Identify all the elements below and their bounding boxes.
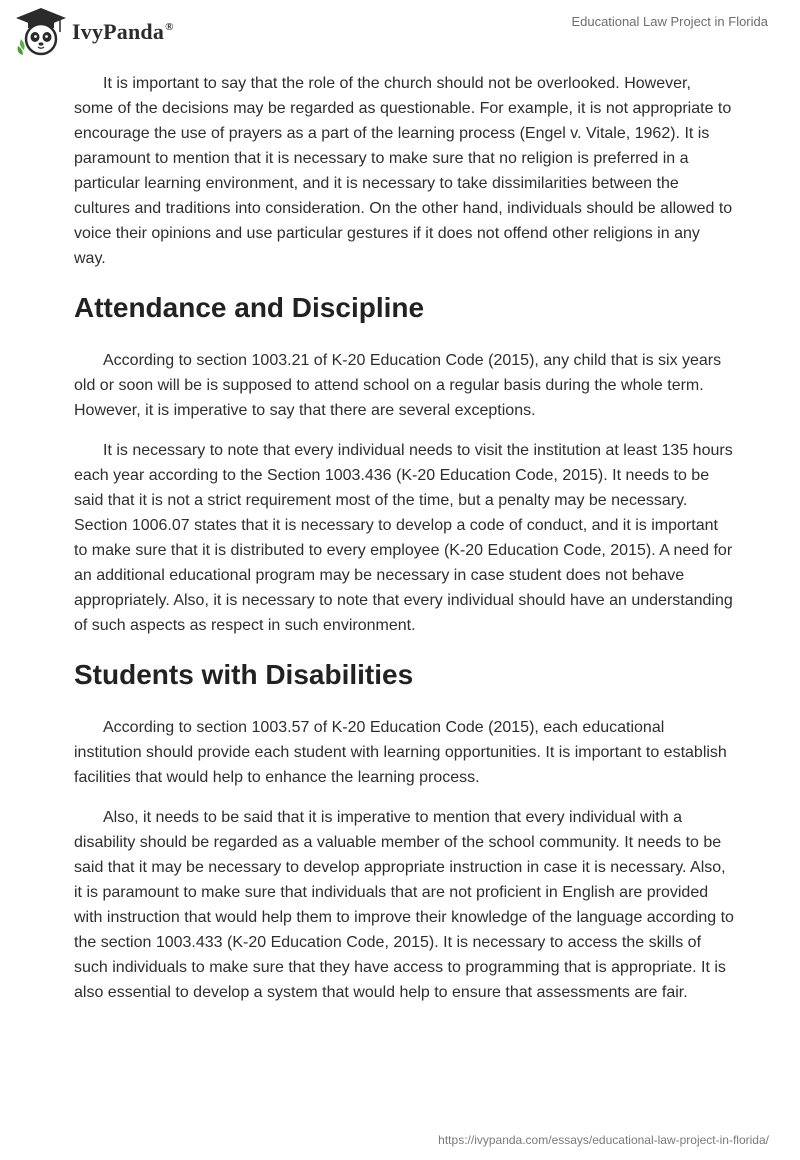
section-heading-disabilities: Students with Disabilities <box>74 659 414 690</box>
brand-name: IvyPanda® <box>72 19 174 44</box>
section-heading-attendance: Attendance and Discipline <box>74 292 425 323</box>
paragraph: It is important to say that the role of the church should not be overlooked. However, some of the decisions may be regarded as questionable. For example, it is not appropriate to encourage the use of prayers as a part of the learning process (Engel v. Vitale, 1962). It is paramount to mention that it is necessary to make sure that no religion is preferred in a particular learning environment, and it is necessary to take dissimilarities between the cultures and traditions into consideration. On the other hand, individuals should be allowed to voice their opinions and use particular gestures if it does not offend other religions in any way. <box>74 75 733 267</box>
paragraph: Also, it needs to be said that it is imperative to mention that every individual with a disability should be regarded as a valuable member of the school community. It needs to be said that it may be necessary to develop appropriate instruction in case it is necessary. Also, it is paramount to make sure that individuals that are not proficient in English are provided with instruction that would help them to improve their knowledge of the language according to the section 1003.433 (K-20 Education Code, 2015). It is necessary to access the skills of such individuals to make sure that they have access to programming that is appropriate. It is also essential to develop a system that would help to ensure that assessments are fair. <box>74 809 734 1001</box>
brand-logo[interactable] <box>14 6 174 58</box>
paragraph: According to section 1003.57 of K-20 Education Code (2015), each educational institution should provide each student with learning opportunities. It is important to establish facilities that would help to enhance the learning process. <box>74 719 727 786</box>
document-title: Educational Law Project in Florida <box>571 14 768 29</box>
source-url-link[interactable]: https://ivypanda.com/essays/educational-law-project-in-florida/ <box>438 1133 769 1147</box>
paragraph: According to section 1003.21 of K-20 Education Code (2015), any child that is six years old or soon will be is supposed to attend school on a regular basis during the whole term. However, it is imperative to say that there are several exceptions. <box>74 352 722 419</box>
panda-logo-icon <box>14 6 68 58</box>
paragraph: It is necessary to note that every individual needs to visit the institution at least 135 hours each year according to the Section 1003.436 (K-20 Education Code, 2015). It needs to be said that it is not a strict requirement most of the time, but a penalty may be necessary. Section 1006.07 states that it is necessary to develop a code of conduct, and it is important to make sure that it is distributed to every employee (K-20 Education Code, 2015). A need for an additional educational program may be necessary in case student does not behave appropriately. Also, it is necessary to note that every individual should have an understanding of such aspects as respect in such environment. <box>74 442 733 634</box>
essay-content <box>74 71 734 1020</box>
page-header <box>0 0 800 64</box>
